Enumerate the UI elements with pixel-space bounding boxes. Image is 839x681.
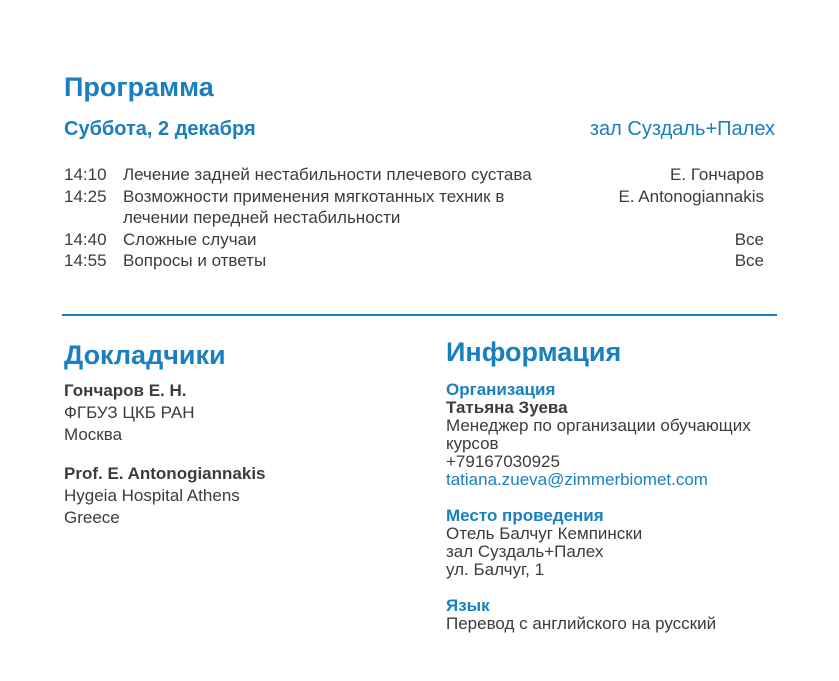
info-title: Информация	[446, 337, 622, 367]
language-text: Перевод с английского на русский	[446, 614, 717, 633]
schedule-topic: Вопросы и ответы	[123, 251, 267, 270]
section-divider	[62, 314, 777, 316]
speaker-card	[64, 463, 266, 529]
program-schedule	[64, 164, 764, 272]
schedule-speaker: Все	[734, 229, 764, 249]
schedule-row	[64, 250, 764, 272]
contact-phone: +79167030925	[446, 452, 560, 471]
schedule-topic: Сложные случаи	[123, 229, 257, 249]
schedule-time: 14:55	[64, 251, 107, 270]
venue-hall: зал Суздаль+Палех	[446, 542, 604, 561]
speaker-location: Москва	[64, 425, 123, 444]
schedule-topic: Лечение задней нестабильности плечевого сустава	[123, 165, 532, 184]
organization-label: Организация	[446, 380, 556, 399]
info-organization	[446, 381, 786, 489]
info-venue	[446, 507, 786, 579]
schedule-time: 14:25	[64, 186, 107, 206]
schedule-topic: Возможности применения мягкотанных техник в лечении передней нестабильности	[123, 186, 505, 227]
venue-address: ул. Балчуг, 1	[446, 560, 545, 579]
info-language	[446, 597, 786, 633]
speakers-title: Докладчики	[64, 340, 226, 370]
program-day: Суббота, 2 декабря	[64, 118, 256, 140]
schedule-speaker: Все	[734, 251, 764, 270]
language-label: Язык	[446, 596, 490, 615]
schedule-row	[64, 186, 764, 229]
schedule-speaker: Е. Гончаров	[670, 165, 764, 184]
contact-name: Татьяна Зуева	[446, 398, 568, 417]
program-hall: зал Суздаль+Палех	[589, 118, 775, 140]
contact-role: Менеджер по организации обучающих курсов	[446, 416, 751, 453]
speaker-name: Prof. E. Antonogiannakis	[64, 464, 266, 483]
schedule-time: 14:10	[64, 165, 107, 184]
schedule-row	[64, 164, 764, 186]
venue-label: Место проведения	[446, 506, 604, 525]
speaker-card	[64, 380, 195, 446]
venue-name: Отель Балчуг Кемпински	[446, 524, 643, 543]
speaker-affiliation: ФГБУЗ ЦКБ РАН	[64, 403, 195, 422]
speaker-location: Greece	[64, 508, 120, 527]
schedule-time: 14:40	[64, 229, 107, 249]
speaker-affiliation: Hygeia Hospital Athens	[64, 486, 240, 505]
schedule-row	[64, 229, 764, 251]
schedule-speaker: E. Antonogiannakis	[618, 186, 764, 206]
contact-email-link[interactable]: tatiana.zueva@zimmerbiomet.com	[446, 470, 708, 489]
speaker-name: Гончаров Е. Н.	[64, 381, 187, 400]
program-title: Программа	[64, 72, 214, 102]
